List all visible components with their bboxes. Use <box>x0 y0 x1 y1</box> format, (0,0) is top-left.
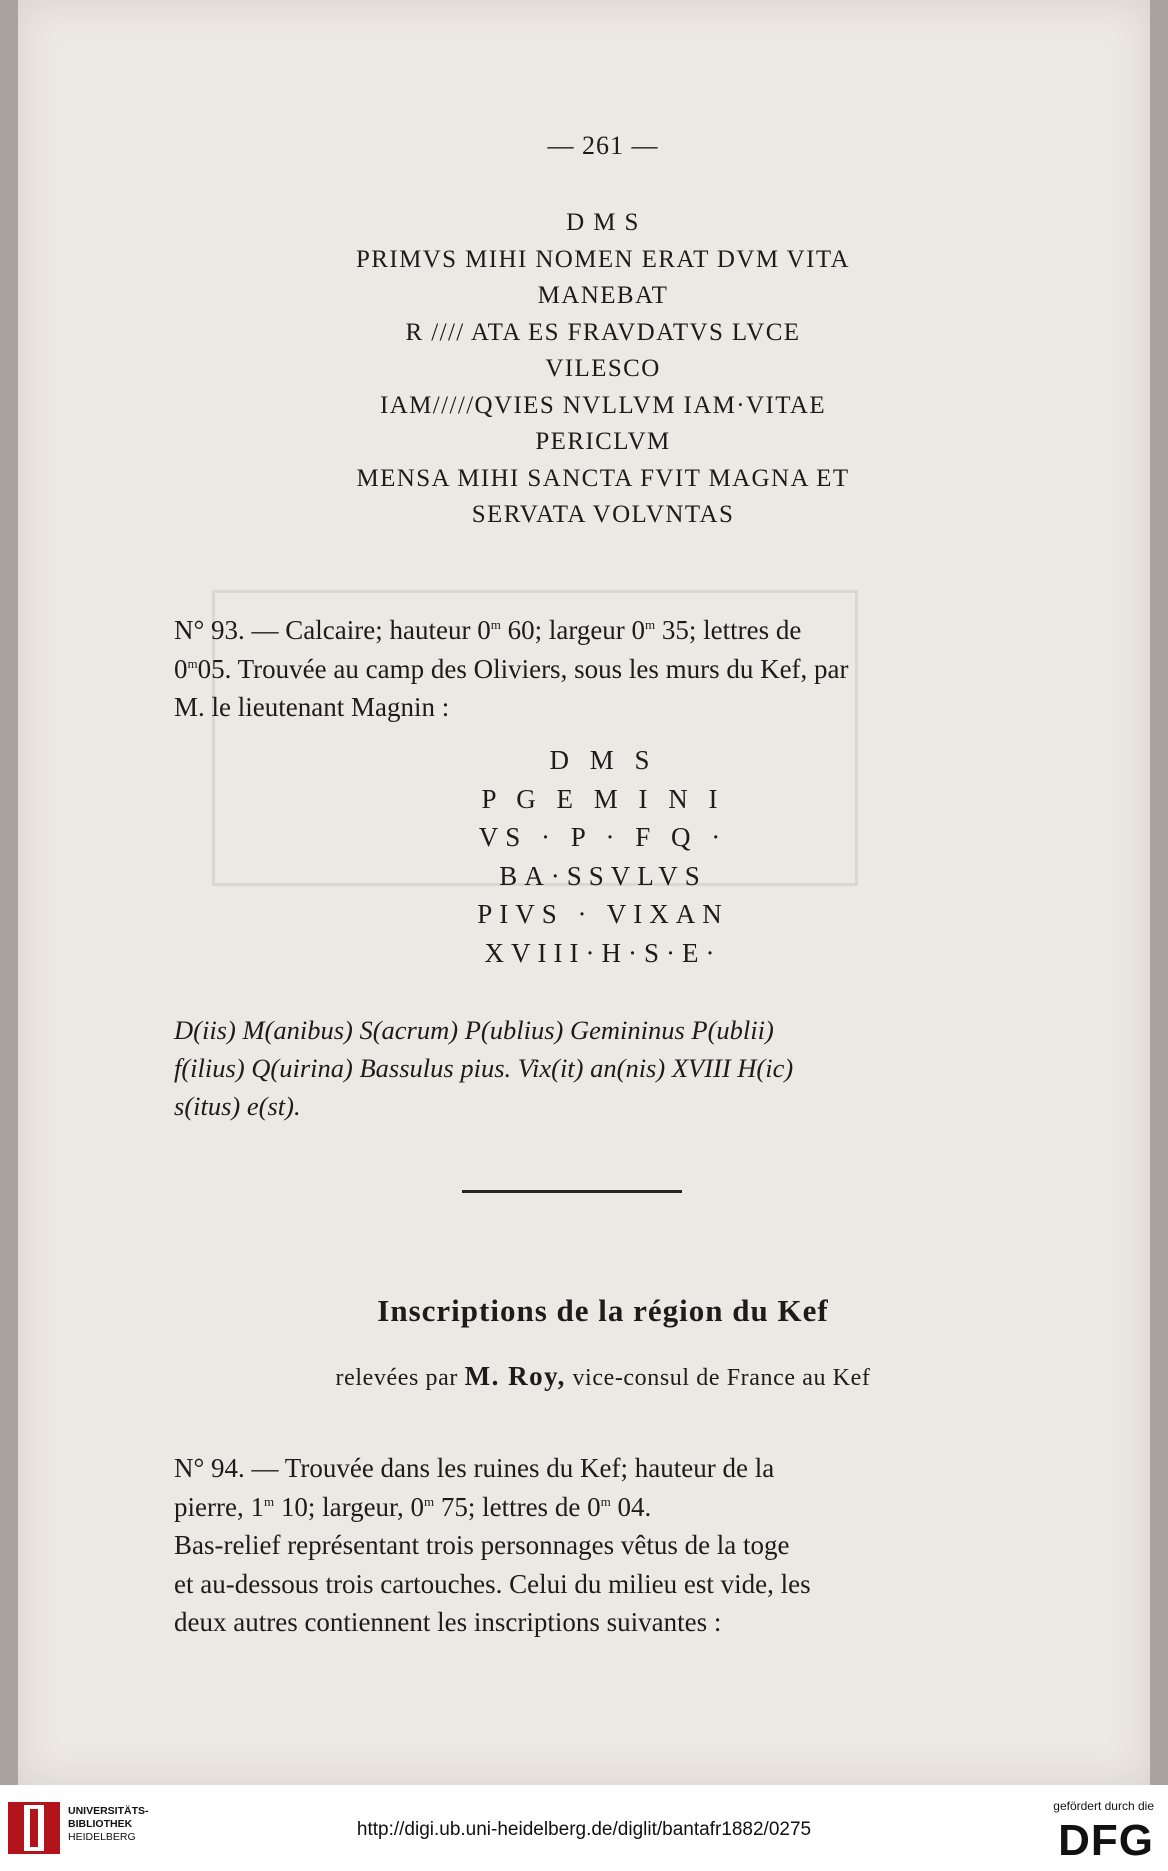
transliteration <box>174 1011 1032 1125</box>
section-byline <box>174 1361 1032 1392</box>
institution-line: UNIVERSITÄTS- <box>68 1805 149 1817</box>
entry-94-line: deux autres contiennent les inscriptions suivantes : <box>174 1607 722 1637</box>
inscription-line: VS · P · F Q · <box>478 822 728 852</box>
inscription-line: VILESCO <box>545 355 661 382</box>
inscription-line: MANEBAT <box>537 282 669 309</box>
entry-93-description <box>174 611 1032 727</box>
inscription-line: XVIII·H·S·E· <box>484 937 722 968</box>
dfg-logo-icon: DFG <box>1058 1816 1154 1865</box>
entry-94-line: pierre, 1$^m$ 10; largeur, 0$^m$ 75; lettres de 0$^m$ 04. <box>174 1491 652 1522</box>
inscription-block-1 <box>174 205 1032 534</box>
section-title: Inscriptions de la région du Kef <box>377 1293 829 1328</box>
viewer-footer <box>0 1785 1168 1871</box>
entry-94-line: N° 94. — Trouvée dans les ruines du Kef; hauteur de la <box>174 1453 775 1483</box>
inscription-line: D M S <box>549 745 657 775</box>
entry-93-line: M. le lieutenant Magnin : <box>174 692 450 722</box>
entry-94-description <box>174 1449 1032 1642</box>
inscription-line: MENSA MIHI SANCTA FVIT MAGNA ET <box>356 464 850 492</box>
inscription-line: BA·SSVLVS <box>499 860 707 891</box>
byline-prefix: relevées par <box>335 1365 458 1391</box>
inscription-line: D M S <box>566 209 640 236</box>
entry-93-line: 0$^m$05. Trouvée au camp des Oliviers, sous les murs du Kef, par <box>174 653 849 684</box>
entry-94-line: et au-dessous trois cartouches. Celui du milieu est vide, les <box>174 1568 811 1599</box>
inscription-line: R //// ATA ES FRAVDATVS LVCE <box>405 318 801 346</box>
transliteration-line: D(iis) M(anibus) S(acrum) P(ublius) Gemininus P(ublii) <box>174 1015 774 1045</box>
institution-line: BIBLIOTHEK <box>68 1818 133 1830</box>
inscription-line: PIVS · VIXAN <box>477 899 729 929</box>
byline-suffix: vice-consul de France au Kef <box>572 1365 871 1391</box>
institution-line: HEIDELBERG <box>68 1831 136 1843</box>
inscription-line: PERICLVM <box>535 428 671 455</box>
entry-93-line: N° 93. — Calcaire; hauteur 0$^m$ 60; largeur 0$^m$ 35; lettres de <box>174 615 802 645</box>
permalink-url[interactable]: http://digi.ub.uni-heidelberg.de/diglit/bantafr1882/0275 <box>356 1819 812 1840</box>
inscription-line: P G E M I N I <box>481 783 725 814</box>
entry-94-line: Bas-relief représentant trois personnages vêtus de la toge <box>174 1530 790 1560</box>
transliteration-line: f(ilius) Q(uirina) Bassulus pius. Vix(it) an(nis) XVIII H(ic) <box>174 1053 794 1083</box>
inscription-line: PRIMVS MIHI NOMEN ERAT DVM VITA <box>356 245 850 273</box>
section-divider <box>462 1190 682 1193</box>
inscription-block-2 <box>174 741 1032 972</box>
byline-author: M. Roy, <box>464 1361 566 1391</box>
transliteration-line: s(itus) e(st). <box>174 1091 301 1121</box>
inscription-line: SERVATA VOLVNTAS <box>471 501 735 528</box>
page-number: — 261 — <box>547 131 659 160</box>
funder-label: gefördert durch die <box>1053 1799 1154 1813</box>
inscription-line: IAM/////QVIES NVLLVM IAM·VITAE <box>380 391 826 419</box>
